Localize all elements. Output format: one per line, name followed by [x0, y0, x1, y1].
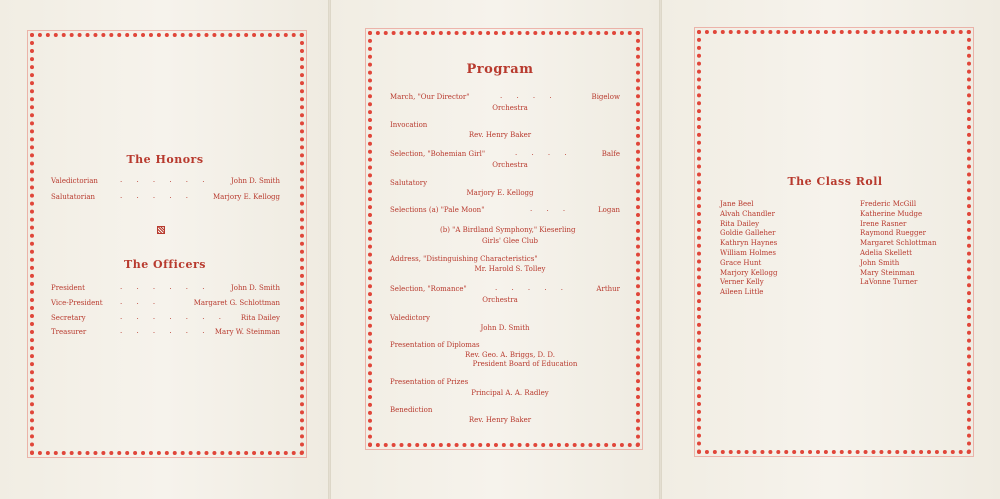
officer-title: Vice-President	[51, 299, 103, 307]
honors-heading: The Honors	[126, 153, 204, 166]
officers-heading: The Officers	[124, 258, 206, 271]
student-name: Margaret Schlottman	[860, 239, 937, 248]
leader-dots: . . . . .	[120, 192, 195, 200]
student-name: Verner Kelly	[720, 278, 764, 287]
class-roll-column-1	[720, 200, 777, 298]
honor-name: Marjory E. Kellogg	[213, 193, 280, 201]
student-name: Mary Steinman	[860, 268, 915, 277]
officer-name: Mary W. Steinman	[214, 328, 280, 336]
program-item-composer: Bigelow	[591, 93, 620, 101]
class-roll-heading: The Class Roll	[787, 175, 883, 188]
student-name: Alvah Chandler	[720, 209, 775, 218]
officer-name: Margaret G. Schlottman	[193, 299, 280, 307]
student-name: Irene Rasner	[860, 219, 907, 228]
student-name: Aileen Little	[720, 288, 764, 297]
leader-dots: . . . . . . .	[120, 313, 227, 321]
program-item-performer: Rev. Henry Baker	[468, 131, 532, 139]
class-roll-column-2	[860, 200, 937, 288]
program-item-performer: Rev. Geo. A. Briggs, D. D.	[465, 351, 555, 359]
program-item-title: (b) "A Birdland Symphony," Kieserling	[440, 226, 576, 234]
student-name: John Smith	[860, 258, 900, 267]
fold-crease	[328, 0, 331, 499]
program-item-title: Salutatory	[390, 179, 428, 187]
leader-dots: . . . .	[500, 92, 558, 100]
program-item-composer: Arthur	[596, 285, 620, 293]
program-item-composer: Logan	[597, 206, 620, 214]
student-name: LaVonne Turner	[860, 278, 918, 287]
program-item-title: Selection, "Bohemian Girl"	[390, 150, 486, 158]
program-item-performer: Orchestra	[492, 161, 528, 169]
program-item-performer: Mr. Harold S. Tolley	[474, 265, 546, 273]
student-name: William Holmes	[720, 248, 776, 257]
program-item-title: Invocation	[390, 121, 428, 129]
honor-title: Salutatorian	[51, 193, 95, 201]
officer-name: Rita Dailey	[240, 314, 280, 322]
program-item-performer: Principal A. A. Radley	[471, 389, 549, 397]
leader-dots: . . .	[120, 298, 162, 306]
program-item-performer: Orchestra	[482, 296, 518, 304]
program-item-performer: John D. Smith	[480, 324, 530, 332]
program-item-title: Presentation of Prizes	[390, 378, 469, 386]
student-name: Kathryn Haynes	[720, 239, 778, 248]
officer-name: John D. Smith	[230, 284, 280, 292]
honor-title: Valedictorian	[51, 177, 98, 185]
leader-dots: . . . .	[515, 149, 573, 157]
officer-title: Treasurer	[51, 328, 87, 336]
program-item-title: March, "Our Director"	[390, 93, 470, 101]
student-name: Adelia Skellett	[860, 248, 912, 257]
program-item-performer: Rev. Henry Baker	[468, 416, 532, 424]
officer-title: President	[51, 284, 85, 292]
student-name: Katherine Mudge	[860, 209, 923, 218]
student-name: Goldie Galleher	[720, 229, 776, 238]
leader-dots: . . . . .	[495, 284, 570, 292]
leader-dots: . . .	[530, 205, 572, 213]
leader-dots: . . . . . .	[120, 327, 211, 335]
officer-title: Secretary	[51, 314, 86, 322]
honor-name: John D. Smith	[230, 177, 280, 185]
student-name: Frederic McGill	[860, 200, 917, 208]
leader-dots: . . . . . .	[120, 283, 211, 291]
decorative-border	[30, 33, 304, 455]
student-name: Jane Beel	[720, 200, 754, 208]
program-item-title: Presentation of Diplomas	[390, 341, 480, 349]
student-name: Rita Dailey	[720, 219, 760, 228]
program-heading: Program	[466, 62, 534, 77]
student-name: Marjory Kellogg	[720, 268, 778, 277]
leader-dots: . . . . . .	[120, 176, 211, 184]
program-item-title: Selection, "Romance"	[390, 285, 467, 293]
program-item-performer: Girls' Glee Club	[481, 237, 539, 245]
program-item-title: Benediction	[390, 406, 433, 414]
student-name: Grace Hunt	[720, 258, 762, 267]
fold-crease	[659, 0, 662, 499]
program-item-title: Address, "Distinguishing Characteristics"	[390, 255, 538, 263]
student-name: Raymond Ruegger	[860, 229, 926, 238]
program-item-performer: Orchestra	[492, 104, 528, 112]
program-item-title: Selections (a) "Pale Moon"	[390, 206, 485, 214]
ornament-icon	[157, 226, 165, 234]
program-item-performer: President Board of Education	[472, 360, 578, 368]
program-item-composer: Balfe	[601, 150, 620, 158]
program-item-title: Valedictory	[390, 314, 430, 322]
program-item-performer: Marjory E. Kellogg	[466, 189, 534, 197]
